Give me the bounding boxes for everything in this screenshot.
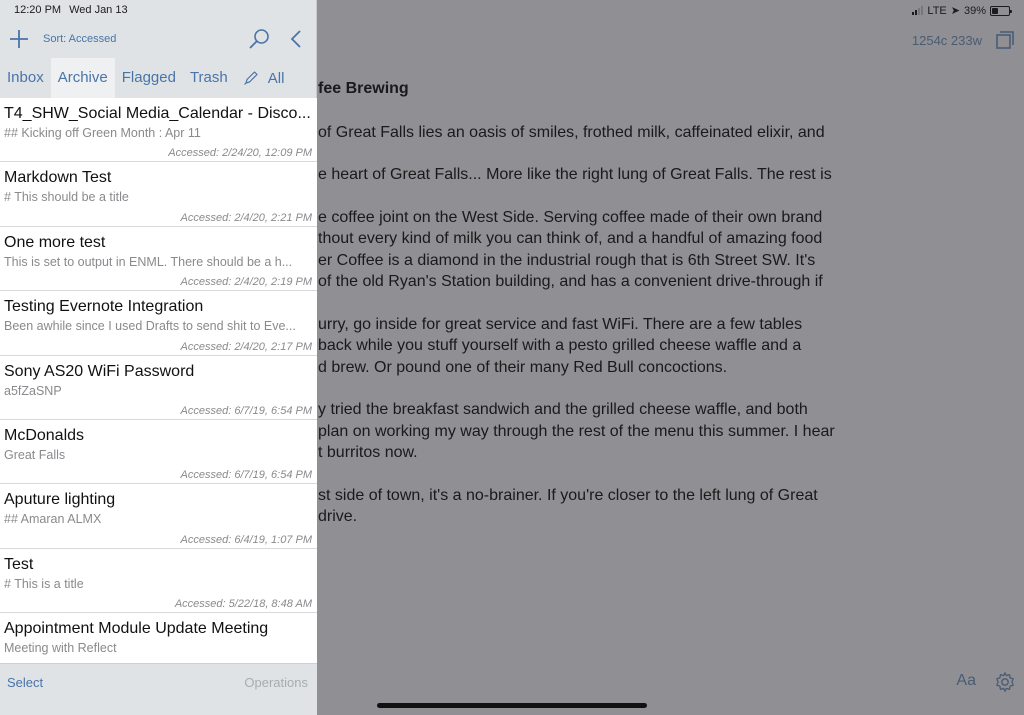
draft-preview: This is set to output in ENML. There should be a h...	[4, 254, 293, 269]
list-item[interactable]	[0, 549, 317, 613]
list-item[interactable]	[0, 420, 317, 484]
draft-preview: ## Kicking off Green Month : Apr 11	[4, 126, 201, 140]
list-item[interactable]	[0, 613, 317, 663]
battery-label: 39%	[963, 4, 986, 17]
editor-heading: fee Brewing	[318, 80, 409, 97]
draft-accessed: Accessed: 6/7/19, 6:54 PM	[180, 469, 312, 482]
list-item[interactable]	[0, 484, 317, 548]
tab-all[interactable]: All	[267, 69, 285, 87]
status-right	[912, 4, 1010, 17]
draft-preview: Meeting with Reflect	[4, 641, 117, 656]
gear-icon[interactable]	[994, 671, 1016, 693]
list-item[interactable]	[0, 291, 317, 355]
drafts-list[interactable]	[0, 98, 317, 663]
home-indicator	[377, 703, 647, 708]
tab-bar	[0, 58, 317, 98]
editor-paragraph: of Great Falls lies an oasis of smiles, frothed milk, caffeinated elixir, and	[318, 123, 825, 141]
draft-title: Test	[4, 555, 34, 573]
tab-archive[interactable]: Archive	[51, 58, 115, 98]
draft-title: Sony AS20 WiFi Password	[4, 362, 195, 380]
draft-title: McDonalds	[4, 426, 85, 444]
editor-content[interactable]	[318, 78, 848, 549]
draft-accessed: Accessed: 2/4/20, 2:21 PM	[180, 211, 312, 224]
draft-accessed: Accessed: 2/24/20, 12:09 PM	[168, 147, 312, 160]
operations-button[interactable]: Operations	[244, 675, 308, 690]
word-count[interactable]: 1254c 233w	[911, 33, 982, 48]
draft-accessed: Accessed: 5/22/18, 8:48 AM	[174, 598, 312, 611]
draft-accessed: Accessed: 2/4/20, 2:17 PM	[180, 340, 312, 353]
editor-paragraph: y tried the breakfast sandwich and the grilled cheese waffle, and both plan on working my way through the rest of the menu this summer. I hear t burritos now.	[318, 401, 835, 461]
location-icon: ➤	[950, 5, 960, 17]
status-date: Wed Jan 13	[69, 4, 128, 16]
draft-title: Markdown Test	[4, 169, 112, 187]
draft-preview: Great Falls	[4, 447, 66, 462]
list-item[interactable]	[0, 227, 317, 291]
editor-paragraph: e coffee joint on the West Side. Serving coffee made of their own brand thout every kind of milk you can think of, and a handful of amazing food er Coffee is a diamond in the industrial rough that is 6th Street SW. It's of the old Ryan's Station building, and has a convenient drive-through if	[318, 208, 823, 290]
draft-preview: ## Amaran ALMX	[4, 512, 102, 527]
tab-trash[interactable]: Trash	[189, 69, 228, 86]
text-format-button[interactable]: Aa	[956, 672, 976, 689]
pencil-icon[interactable]	[243, 70, 259, 86]
draft-accessed: Accessed: 2/4/20, 2:19 PM	[180, 276, 312, 289]
plus-icon[interactable]	[8, 28, 30, 50]
draft-preview: # This is a title	[4, 576, 84, 591]
draft-accessed: Accessed: 6/7/19, 6:54 PM	[180, 404, 312, 417]
editor-paragraph: st side of town, it's a no-brainer. If you're closer to the left lung of Great drive.	[318, 486, 818, 525]
select-button[interactable]: Select	[7, 675, 44, 690]
network-label: LTE	[927, 4, 947, 17]
signal-icon	[912, 6, 923, 15]
chevron-left-icon[interactable]	[287, 29, 305, 49]
draft-title: Appointment Module Update Meeting	[4, 620, 269, 638]
draft-title: T4_SHW_Social Media_Calendar - Disco...	[4, 105, 311, 122]
draft-preview: Been awhile since I used Drafts to send shit to Eve...	[4, 319, 296, 334]
battery-icon	[990, 6, 1010, 16]
list-item[interactable]	[0, 356, 317, 420]
draft-title: Aputure lighting	[4, 491, 116, 509]
drafts-sidebar	[0, 0, 317, 715]
status-time: 12:20 PM	[14, 4, 62, 16]
draft-title: One more test	[4, 233, 106, 251]
expand-icon[interactable]	[996, 31, 1014, 49]
draft-accessed: Accessed: 6/4/19, 1:07 PM	[180, 533, 312, 546]
list-item[interactable]	[0, 162, 317, 226]
list-item[interactable]	[0, 98, 317, 162]
tab-inbox[interactable]: Inbox	[7, 69, 44, 86]
editor-paragraph: urry, go inside for great service and fast WiFi. There are a few tables back while you stuff yourself with a pesto grilled cheese waffle and a d brew. Or pound one of their many Red Bull concoctions.	[318, 315, 803, 376]
sidebar-toolbar	[0, 27, 317, 53]
editor-paragraph: e heart of Great Falls... More like the right lung of Great Falls. The rest is	[318, 166, 832, 183]
status-bar	[14, 4, 128, 16]
draft-title: Testing Evernote Integration	[4, 298, 204, 316]
sort-button[interactable]: Sort: Accessed	[43, 33, 117, 45]
draft-preview: # This should be a title	[4, 190, 129, 205]
search-icon[interactable]	[247, 27, 271, 51]
tab-flagged[interactable]: Flagged	[121, 69, 176, 86]
sidebar-bottom-bar	[0, 663, 317, 715]
draft-preview: a5fZaSNP	[4, 383, 62, 398]
